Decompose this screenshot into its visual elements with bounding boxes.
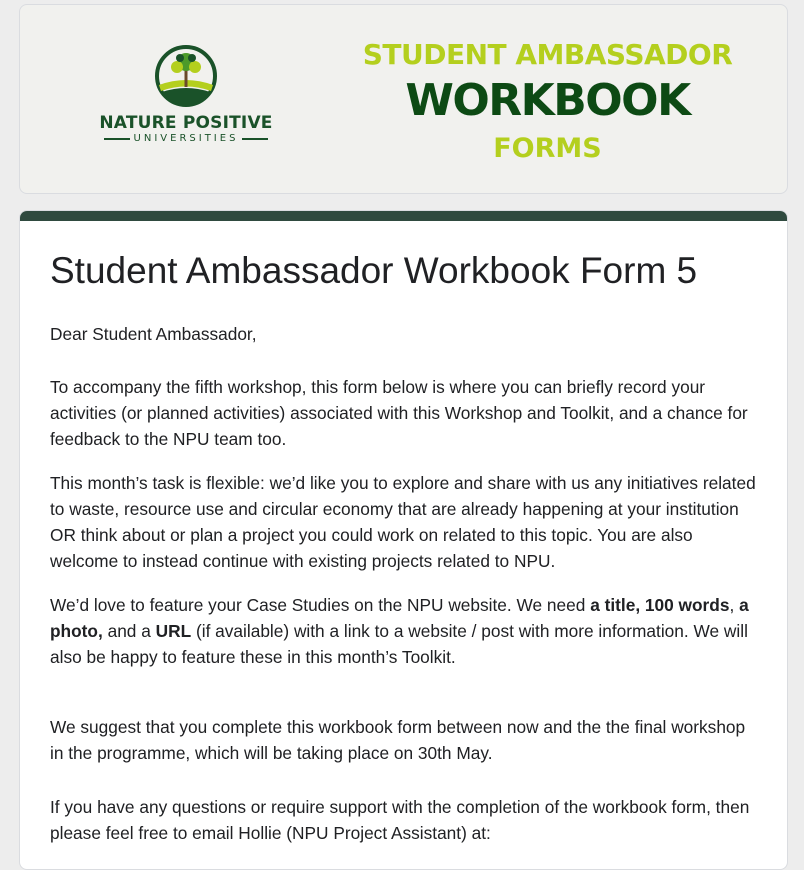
- banner-titles: [350, 35, 745, 171]
- case-studies-bold-1: a title, 100 words: [590, 595, 730, 615]
- case-studies-text-1: We’d love to feature your Case Studies on the NPU website. We need: [50, 595, 591, 615]
- banner-title-line1: STUDENT AMBASSADOR: [362, 38, 733, 71]
- task-paragraph: This month’s task is flexible: we’d like you to explore and share with us any initiatives related to waste, resource use and circular economy that are already happening at your institution OR think about or plan a project you could work on related to this topic. You are also welcome to instead continue with existing projects related to NPU.: [50, 473, 756, 571]
- card-accent-bar: [20, 211, 787, 221]
- tree-emblem-icon: [155, 45, 217, 107]
- header-banner: [19, 4, 788, 194]
- suggestion-paragraph: We suggest that you complete this workbook form between now and the the final workshop in the programme, which will be taking place on 30th May.: [50, 717, 746, 763]
- card-body: [20, 221, 787, 846]
- form-description-card: [19, 210, 788, 870]
- logo-name: NATURE POSITIVE: [99, 113, 273, 133]
- form-title: Student Ambassador Workbook Form 5: [50, 250, 698, 291]
- logo-rule-right: [242, 138, 268, 140]
- case-studies-paragraph: [50, 592, 757, 670]
- logo-subtitle: UNIVERSITIES: [133, 133, 239, 144]
- case-studies-bold-3: URL: [155, 621, 192, 641]
- case-studies-bold-2: a photo,: [50, 595, 749, 641]
- case-studies-text-2: ,: [729, 595, 740, 615]
- case-studies-text-4: (if available) with a link to a website / post with more information. We will also be happy to feature these in this month’s Toolkit.: [50, 621, 748, 667]
- logo-subtitle-row: [86, 133, 286, 144]
- intro-paragraph: To accompany the fifth workshop, this form below is where you can briefly record your activities (or planned activities) associated with this Workshop and Toolkit, and a chance for feedback to the NPU team too.: [50, 377, 748, 449]
- logo-rule-left: [104, 138, 130, 140]
- case-studies-text-3: and a: [102, 621, 156, 641]
- npu-logo: [86, 45, 286, 165]
- greeting-text: Dear Student Ambassador,: [50, 324, 257, 344]
- banner-title-line2: WORKBOOK: [405, 75, 690, 126]
- questions-paragraph: If you have any questions or require support with the completion of the workbook form, then please feel free to email Hollie (NPU Project Assistant) at:: [50, 797, 750, 843]
- banner-title-line3: FORMS: [493, 133, 602, 164]
